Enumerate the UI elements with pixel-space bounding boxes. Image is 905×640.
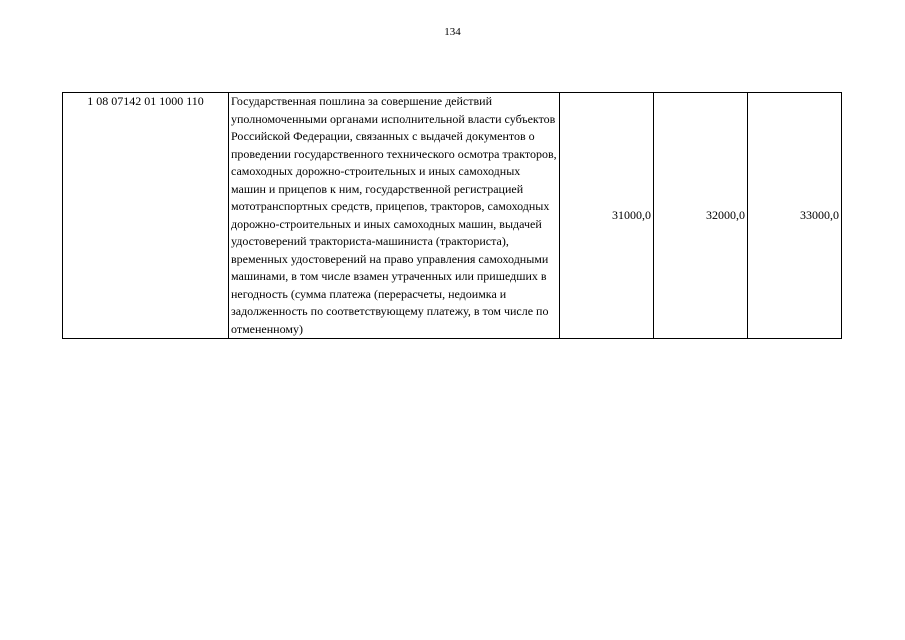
- amount-year-1: 31000,0: [560, 93, 654, 339]
- income-description: Государственная пошлина за совершение действий уполномоченными органами исполнительной власти субъектов Российской Федерации, связанных с выдачей документов о проведении государственного технического осмотра тракторов, самоходных дорожно-строительных и иных самоходных машин и прицепов к ним, государственной регистрацией мототранспортных средств, прицепов, тракторов, самоходных дорожно-строительных и иных самоходных машин, выдачей удостоверений тракториста-машиниста (тракториста), временных удостоверений на право управления самоходными машинами, в том числе взамен утраченных или пришедших в негодность (сумма платежа (перерасчеты, недоимка и задолженность по соответствующему платежу, в том числе по отмененному): [229, 93, 560, 339]
- table-row: [63, 93, 842, 339]
- amount-year-3: 33000,0: [748, 93, 842, 339]
- budget-classification-code: 1 08 07142 01 1000 110: [63, 93, 229, 339]
- amount-year-2: 32000,0: [654, 93, 748, 339]
- page-number: 134: [444, 26, 461, 38]
- budget-table: [62, 92, 842, 339]
